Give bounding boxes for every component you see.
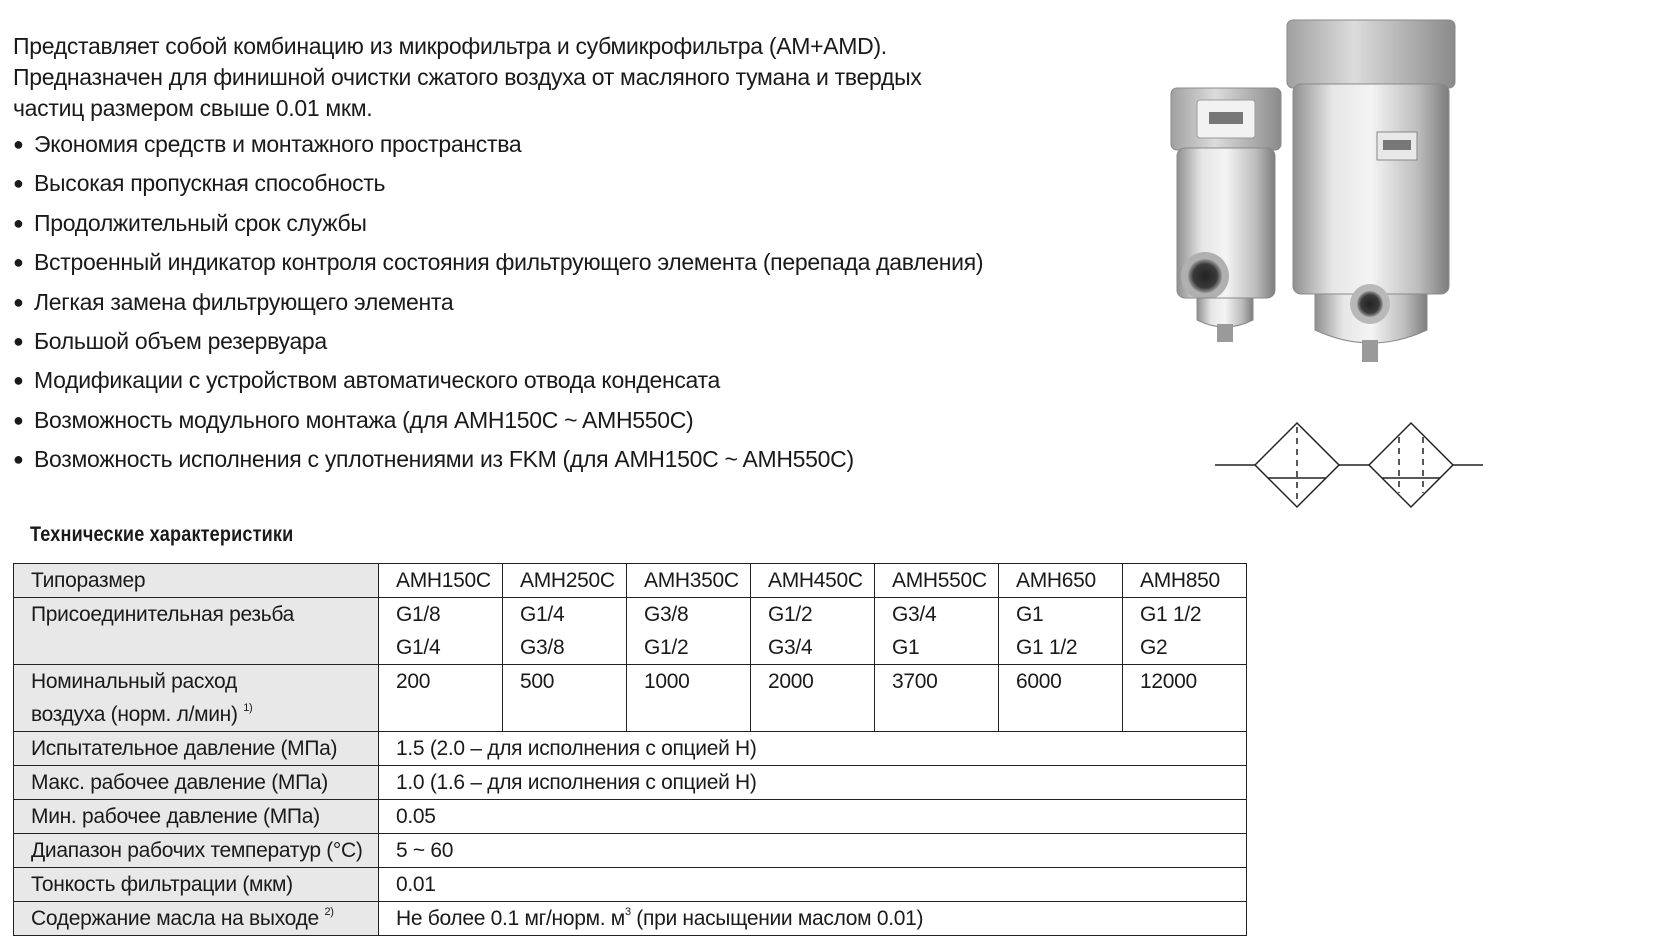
footnote-2: 2) — [324, 906, 334, 918]
bullet-icon: ● — [13, 370, 24, 391]
size-label: Типоразмер — [14, 564, 379, 598]
feature-item — [13, 289, 1033, 328]
temperature-value: 5 ~ 60 — [379, 834, 1247, 868]
feature-text: Экономия средств и монтажного пространства — [34, 131, 522, 157]
table-row — [14, 868, 1247, 902]
feature-text: Большой объем резервуара — [34, 327, 327, 354]
model-cell: AMH850 — [1123, 564, 1247, 598]
thread-cell: G1 1/2 — [999, 631, 1123, 665]
oil-content-value — [379, 902, 1247, 936]
thread-cell: G1/2 — [751, 598, 875, 632]
model-cell: AMH550C — [875, 564, 999, 598]
thread-cell: G1 — [999, 598, 1123, 632]
temperature-label: Диапазон рабочих температур (°С) — [14, 834, 379, 868]
filtration-value: 0.01 — [379, 868, 1247, 902]
flow-cell: 12000 — [1123, 665, 1247, 732]
thread-cell: G1/4 — [503, 598, 627, 632]
thread-cell: G3/4 — [875, 598, 999, 632]
feature-text: Возможность модульного монтажа (для AMH150C ~ AMH550C) — [34, 406, 694, 433]
feature-text: Продолжительный срок службы — [34, 209, 367, 236]
max-pressure-label: Макс. рабочее давление (МПа) — [14, 766, 379, 800]
feature-text: Встроенный индикатор контроля состояния фильтрующего элемента (перепада давления) — [34, 249, 984, 276]
large-filter-unit — [1287, 20, 1455, 362]
footnote-1: 1) — [243, 702, 253, 714]
spec-title: Технические характеристики — [30, 523, 294, 546]
max-pressure-value: 1.0 (1.6 – для исполнения с опцией H) — [379, 766, 1247, 800]
feature-item — [13, 249, 1033, 288]
flow-cell: 500 — [503, 665, 627, 732]
feature-text: Модификации с устройством автоматического отвода конденсата — [34, 367, 721, 394]
thread-cell: G1/4 — [379, 631, 503, 665]
feature-text: Возможность исполнения с уплотнениями из FKM (для AMH150C ~ AMH550C) — [34, 446, 854, 473]
thread-cell: G3/8 — [627, 598, 751, 632]
thread-cell: G1/8 — [379, 598, 503, 632]
model-cell: AMH150C — [379, 564, 503, 598]
model-cell: AMH650 — [999, 564, 1123, 598]
flow-cell: 6000 — [999, 665, 1123, 732]
model-cell: AMH350C — [627, 564, 751, 598]
flow-label-text: воздуха (норм. л/мин) — [31, 703, 238, 726]
bullet-icon: ● — [13, 212, 24, 233]
cubic-superscript: 3 — [624, 906, 631, 918]
oil-label-text: Содержание масла на выходе — [31, 907, 319, 930]
flow-cell: 2000 — [751, 665, 875, 732]
intro-line-2: Предназначен для финишной очистки сжатого воздуха от масляного тумана и твердых — [13, 64, 922, 90]
filtration-label: Тонкость фильтрации (мкм) — [14, 868, 379, 902]
bullet-icon: ● — [13, 330, 24, 351]
flow-cell: 1000 — [627, 665, 751, 732]
feature-list — [13, 131, 1033, 486]
intro-line-3: частиц размером свыше 0.01 мкм. — [13, 95, 373, 121]
feature-item — [13, 446, 1033, 485]
feature-item — [13, 407, 1033, 446]
thread-cell: G1/2 — [627, 631, 751, 665]
thread-cell: G3/4 — [751, 631, 875, 665]
table-row — [14, 902, 1247, 936]
flow-label-line-2 — [31, 698, 378, 731]
table-row — [14, 564, 1247, 598]
bullet-icon: ● — [13, 173, 24, 194]
bullet-icon: ● — [13, 449, 24, 470]
table-row — [14, 732, 1247, 766]
flow-cell: 200 — [379, 665, 503, 732]
intro-line-1: Представляет собой комбинацию из микрофильтра и субмикрофильтра (AM+AMD). — [13, 33, 887, 59]
filter-product-photo — [1165, 12, 1525, 387]
bullet-icon: ● — [13, 252, 24, 273]
feature-item — [13, 210, 1033, 249]
table-row — [14, 834, 1247, 868]
test-pressure-label: Испытательное давление (МПа) — [14, 732, 379, 766]
flow-label-line-1: Номинальный расход — [31, 670, 237, 693]
small-filter-unit — [1171, 88, 1281, 342]
test-pressure-value: 1.5 (2.0 – для исполнения с опцией H) — [379, 732, 1247, 766]
model-cell: AMH250C — [503, 564, 627, 598]
thread-cell: G3/8 — [503, 631, 627, 665]
table-row — [14, 800, 1247, 834]
feature-item — [13, 131, 1033, 170]
bullet-icon: ● — [13, 134, 24, 154]
model-cell: AMH450C — [751, 564, 875, 598]
min-pressure-label: Мин. рабочее давление (МПа) — [14, 800, 379, 834]
flow-cell: 3700 — [875, 665, 999, 732]
feature-text: Высокая пропускная способность — [34, 170, 386, 197]
oil-value-suffix: (при насыщении маслом 0.01) — [630, 907, 924, 930]
feature-item — [13, 367, 1033, 406]
thread-cell: G1 1/2 — [1123, 598, 1247, 632]
feature-item — [13, 170, 1033, 209]
spec-table — [13, 563, 1247, 936]
thread-label: Присоединительная резьба — [14, 598, 379, 665]
bullet-icon: ● — [13, 291, 24, 312]
filter-symbol-icon — [1215, 415, 1485, 515]
oil-value-text: Не более 0.1 мг/норм. м — [396, 907, 625, 930]
oil-content-label — [14, 902, 379, 936]
thread-cell: G1 — [875, 631, 999, 665]
intro-text — [13, 31, 993, 124]
table-row — [14, 598, 1247, 632]
feature-text: Легкая замена фильтрующего элемента — [34, 288, 454, 315]
table-row — [14, 766, 1247, 800]
table-row — [14, 665, 1247, 732]
thread-cell: G2 — [1123, 631, 1247, 665]
min-pressure-value: 0.05 — [379, 800, 1247, 834]
bullet-icon: ● — [13, 409, 24, 430]
flow-label — [14, 665, 379, 732]
feature-item — [13, 328, 1033, 367]
